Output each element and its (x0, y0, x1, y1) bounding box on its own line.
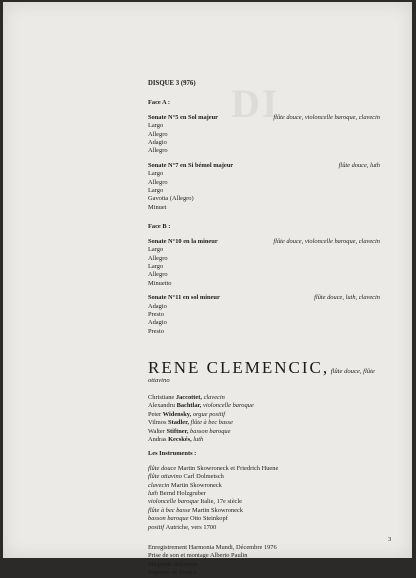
movement: Allegro (148, 178, 168, 186)
performer-last-name: Widensky, (162, 410, 193, 418)
performer (148, 394, 380, 402)
credit-line: Enregistrement Harmonia Mundi, Décembre 1976 (148, 544, 277, 552)
performer-role: luth (193, 436, 204, 443)
sonata-header (148, 294, 380, 302)
movement: Adagio (148, 139, 167, 147)
sonata-title: Sonate N°7 en Si bémol majeur (148, 161, 234, 169)
movement: Adagio (148, 319, 167, 327)
movement: Allegro (148, 254, 168, 262)
instruments-heading: Les Instruments : (148, 450, 197, 458)
performer-role: violoncelle baroque (202, 402, 254, 410)
sonata-instrumentation: flûte douce, violoncelle baroque, clavecin (273, 113, 380, 121)
instrument-maker: Bernd Holzgruber (159, 490, 206, 498)
performer-last-name: Kecskés, (168, 436, 194, 443)
instrument-entry (148, 490, 380, 498)
sonata-title: Sonate N°11 en sol mineur (148, 294, 220, 302)
performer (148, 436, 380, 444)
face-b-sonatas (148, 238, 380, 336)
sonata-instrumentation: flûte douce, luth (338, 161, 380, 169)
credit-line: Prise de son et montage Alberto Paulin (148, 552, 248, 560)
performer-first-name: Alexandru (148, 402, 177, 410)
movement: Largo (148, 122, 164, 130)
instrument-type: violoncelle baroque (148, 498, 201, 506)
movement: Gavotta (Allegro) (148, 195, 194, 203)
instrument-entry (148, 473, 380, 481)
performer-last-name: Bachtlar, (176, 402, 203, 410)
movement: Adagio (148, 302, 167, 310)
track-listing (148, 80, 380, 578)
movement: Largo (148, 170, 164, 178)
movement: Presto (148, 310, 164, 318)
sonata-header (148, 114, 380, 122)
instrument-maker: Martin Skowroneck (170, 481, 222, 489)
instrument-maker: Carl Dolmetsch (183, 473, 224, 481)
credit-line: Imprimé en France (148, 569, 197, 577)
movement: Largo (148, 262, 164, 270)
instrument-maker: Otto Steinkopf (190, 515, 228, 523)
sonata-instrumentation: flûte douce, violoncelle baroque, clavecin (273, 237, 380, 245)
performer (148, 419, 380, 427)
face-a-sonatas (148, 114, 380, 212)
instrument-entry (148, 507, 380, 515)
movement: Allegro (148, 130, 168, 138)
instrument-maker: Autriche, vers 1700 (165, 523, 217, 531)
performer-first-name: Andras (148, 436, 169, 443)
booklet-page (3, 2, 412, 577)
movement: Allegro (148, 271, 168, 279)
bleed-through-shadow: DI (231, 81, 280, 126)
instrument-entry (148, 482, 380, 490)
instrument-type: positif (148, 523, 166, 531)
instrument-maker: Martin Skowroneck et Friedrich Huene (177, 464, 279, 472)
performer-role: orgue positif (192, 410, 226, 418)
instrument-type: basson baroque (148, 515, 191, 523)
performer (148, 411, 380, 419)
instrument-maker: Italie, 17e siècle (200, 498, 242, 506)
sonata-instrumentation: flûte douce, luth, clavecin (314, 294, 380, 302)
instrument-type: luth (148, 490, 160, 498)
performer (148, 402, 380, 410)
face-b-heading: Face B : (148, 223, 171, 231)
performer-first-name: Vilmos (148, 419, 169, 427)
movement: Largo (148, 246, 164, 254)
instruments-list (148, 465, 380, 532)
performer-last-name: Stadler, (168, 419, 191, 427)
sonata-header (148, 238, 380, 246)
instrument-maker: Martin Skowroneck (192, 506, 243, 514)
instrument-type: clavecin (148, 481, 171, 489)
movement: Minuet (148, 203, 167, 211)
page-number: 3 (388, 536, 392, 543)
sonata-header (148, 162, 380, 170)
performer-role: clavecin (203, 393, 225, 401)
instrument-entry (148, 498, 380, 506)
performer-first-name: Peter (148, 410, 163, 418)
performer-role: basson baroque (190, 427, 231, 435)
artist-name: RENE CLEMENCIC, (148, 358, 330, 378)
movement: Largo (148, 187, 164, 195)
instrument-entry (148, 515, 380, 523)
sonata-title: Sonate N°10 en la mineur (148, 237, 218, 245)
performer (148, 428, 380, 436)
movement: Presto (148, 327, 164, 335)
instrument-type: flûte à bec basse (148, 506, 193, 514)
instrument-entry (148, 465, 380, 473)
instrument-type: flûte douce (148, 464, 178, 472)
disc-heading: DISQUE 3 (976) (148, 80, 196, 87)
performer-last-name: Jaccottet, (175, 393, 204, 401)
sonata-title: Sonate N°5 en Sol majeur (148, 113, 219, 121)
instrument-type: flûte ottavino (148, 473, 184, 481)
artist-line (148, 358, 380, 385)
performer-role: flûte à bec basse (190, 419, 233, 427)
performers-list (148, 394, 380, 444)
credits-list (148, 544, 380, 578)
instrument-entry (148, 524, 380, 532)
performer-first-name: Christiane (148, 393, 176, 401)
movement: Minuetto (148, 279, 172, 287)
artist-instruments: flûte douce, flûte ottavino (148, 368, 375, 384)
movement: Allegro (148, 147, 168, 155)
credit-line: Maquette Relations (148, 560, 198, 568)
performer-last-name: Stiftner, (166, 427, 191, 435)
face-a-heading: Face A : (148, 99, 171, 107)
performer-first-name: Walter (148, 427, 167, 435)
